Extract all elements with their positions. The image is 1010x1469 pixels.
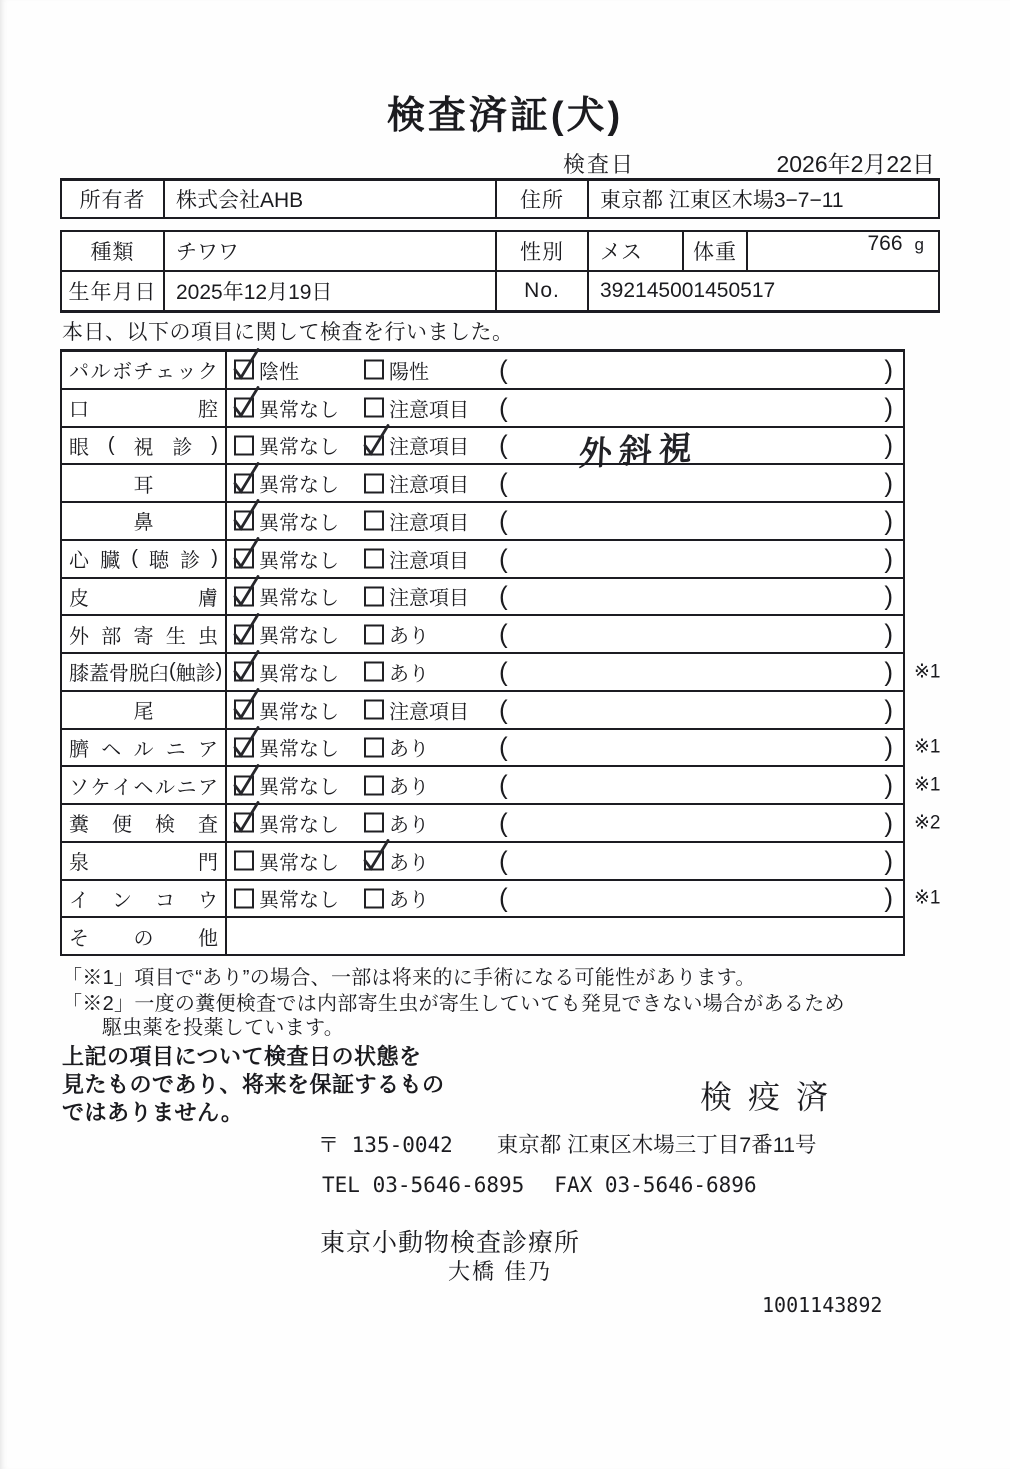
exam-row-options <box>227 465 903 501</box>
paren-close: ) <box>884 807 893 838</box>
exam-row <box>62 841 903 879</box>
checkbox-checked-icon <box>234 360 254 380</box>
exam-option <box>364 469 469 498</box>
birthdate-label: 生年月日 <box>68 281 157 304</box>
checkbox-checked-icon <box>234 737 254 757</box>
exam-item-label: イ ン コ ウ <box>62 881 227 917</box>
exam-row-options <box>227 805 941 841</box>
exam-option <box>364 771 429 800</box>
exam-table <box>60 349 941 956</box>
exam-option <box>234 582 339 611</box>
option-label: 異常なし <box>259 889 339 912</box>
exam-row <box>62 652 941 690</box>
owner-name: 株式会社AHB <box>163 181 495 217</box>
tel-number: TEL 03-5646-6895 <box>322 1173 525 1197</box>
exam-option <box>234 771 339 800</box>
checkbox-checked-icon <box>234 813 254 833</box>
exam-item-label: パ ル ボ チ ェ ッ ク <box>62 352 227 388</box>
owner-label: 所有者 <box>79 189 146 212</box>
paren-close: ) <box>884 354 893 385</box>
exam-option <box>234 544 339 573</box>
paren-open: ( <box>499 543 508 574</box>
sex-label: 性別 <box>495 232 587 270</box>
page-title: 検査済証(犬) <box>386 95 624 137</box>
disclaimer-line-2: 見たものであり、将来を保証するもの <box>62 1072 445 1097</box>
checkbox-checked-icon <box>234 549 254 569</box>
checkbox-checked-icon <box>364 851 384 871</box>
row-remark: ※2 <box>914 812 941 834</box>
option-label: 異常なし <box>259 399 339 422</box>
checkbox-unchecked-icon <box>364 737 384 757</box>
pet-table-row-2 <box>62 270 938 310</box>
exam-row-options <box>227 654 941 690</box>
exam-option <box>234 469 339 498</box>
checkbox-unchecked-icon <box>364 813 384 833</box>
paren-open: ( <box>499 580 508 611</box>
checkbox-checked-icon <box>234 473 254 493</box>
paren-close: ) <box>884 845 893 876</box>
option-label: 注意項目 <box>389 399 469 422</box>
paren-open: ( <box>499 618 508 649</box>
paren-close: ) <box>884 392 893 423</box>
exam-option <box>234 695 339 724</box>
option-label: あり <box>389 663 429 686</box>
option-label: 異常なし <box>259 587 339 610</box>
pet-table <box>60 230 940 313</box>
exam-option <box>364 657 429 686</box>
disclaimer-line-3: ではありません。 <box>62 1100 244 1125</box>
exam-row-options <box>227 692 903 728</box>
option-label: 注意項目 <box>389 550 469 573</box>
exam-row <box>62 463 903 501</box>
paren-open: ( <box>499 505 508 536</box>
pet-table-row-1 <box>62 232 938 270</box>
exam-option <box>364 884 429 913</box>
serial-number: 1001143892 <box>762 1293 883 1317</box>
exam-row <box>62 803 941 841</box>
weight-label: 体重 <box>682 232 746 270</box>
paren-close: ) <box>884 429 893 460</box>
exam-row <box>62 577 903 615</box>
exam-row <box>62 614 903 652</box>
exam-row-options <box>227 390 903 426</box>
exam-item-label: 臍 ヘ ル ニ ア <box>62 730 227 766</box>
exam-item-label: 泉 門 <box>62 843 227 879</box>
exam-option <box>364 582 469 611</box>
owner-table <box>60 178 940 219</box>
exam-row-options <box>227 881 941 917</box>
exam-row <box>62 916 903 954</box>
exam-row <box>62 765 941 803</box>
option-label: 異常なし <box>259 474 339 497</box>
option-label: 異常なし <box>259 776 339 799</box>
checkbox-unchecked-icon <box>364 662 384 682</box>
breed-label: 種類 <box>90 241 135 264</box>
exam-statement: 本日、以下の項目に関して検査を行いました。 <box>62 321 514 344</box>
weight-unit: g <box>914 235 924 254</box>
paren-open: ( <box>499 769 508 800</box>
exam-row-options <box>227 579 903 615</box>
paren-close: ) <box>884 580 893 611</box>
exam-item-label: ソ ケ イ ヘ ル ニ ア <box>62 767 227 803</box>
checkbox-unchecked-icon <box>364 549 384 569</box>
exam-option <box>234 431 339 460</box>
paren-open: ( <box>499 694 508 725</box>
checkbox-unchecked-icon <box>234 888 254 908</box>
exam-row-options <box>227 428 903 472</box>
option-label: 異常なし <box>259 550 339 573</box>
exam-option <box>364 620 429 649</box>
exam-option <box>234 808 339 837</box>
checkbox-unchecked-icon <box>364 624 384 644</box>
option-label: あり <box>389 625 429 648</box>
no-label: No. <box>495 272 587 310</box>
no-value: 392145001450517 <box>587 272 938 310</box>
paren-close: ) <box>884 656 893 687</box>
checkbox-unchecked-icon <box>364 473 384 493</box>
footnote-1: 「※1」項目で“あり”の場合、一部は将来的に手術になる可能性があります。 <box>62 967 756 989</box>
checkbox-checked-icon <box>364 435 384 455</box>
checkbox-checked-icon <box>234 624 254 644</box>
exam-item-label: 糞 便 検 査 <box>62 805 227 841</box>
disclaimer-line-1: 上記の項目について検査日の状態を <box>62 1044 422 1069</box>
birthdate-value: 2025年12月19日 <box>163 272 495 310</box>
disclaimer <box>62 1043 445 1127</box>
exam-item-label: 尾 <box>62 692 227 728</box>
option-label: 異常なし <box>259 663 339 686</box>
checkbox-unchecked-icon <box>364 700 384 720</box>
checkbox-unchecked-icon <box>364 511 384 531</box>
paren-open: ( <box>499 807 508 838</box>
paren-open: ( <box>499 392 508 423</box>
inspection-date-label: 検査日 <box>563 152 636 177</box>
exam-option <box>234 733 339 762</box>
exam-row <box>62 388 903 426</box>
paren-open: ( <box>499 429 508 460</box>
option-label: あり <box>389 852 429 875</box>
option-label: 異常なし <box>259 852 339 875</box>
row-remark: ※1 <box>914 887 941 909</box>
inspection-date-value: 2026年2月22日 <box>776 151 935 177</box>
checkbox-unchecked-icon <box>364 888 384 908</box>
checkbox-unchecked-icon <box>364 398 384 418</box>
option-label: あり <box>389 889 429 912</box>
clinic-tel-line <box>322 1173 757 1197</box>
option-label: あり <box>389 814 429 837</box>
option-label: 陰性 <box>259 361 299 384</box>
option-label: 異常なし <box>259 814 339 837</box>
exam-row-options <box>227 843 903 879</box>
exam-row <box>62 352 903 388</box>
exam-item-label: そ の 他 <box>62 918 227 954</box>
exam-item-label: 膝 蓋 骨 脱 臼 ( 触 診 ) <box>62 654 227 690</box>
paren-open: ( <box>499 882 508 913</box>
postal-code: 〒 135-0042 <box>318 1133 453 1157</box>
checkbox-unchecked-icon <box>364 586 384 606</box>
exam-option <box>364 355 429 384</box>
checkbox-unchecked-icon <box>234 435 254 455</box>
owner-address-label: 住所 <box>495 181 587 217</box>
exam-option <box>364 544 469 573</box>
option-label: あり <box>389 738 429 761</box>
exam-row-options <box>227 730 941 766</box>
examiner-name: 大橋 佳乃 <box>448 1259 553 1284</box>
checkbox-unchecked-icon <box>234 851 254 871</box>
exam-row-options <box>227 503 903 539</box>
exam-item-label: 皮 膚 <box>62 579 227 615</box>
exam-row-options <box>227 616 903 652</box>
exam-option <box>234 884 339 913</box>
breed-value: チワワ <box>163 232 495 270</box>
exam-row-options <box>227 918 903 954</box>
checkbox-unchecked-icon <box>364 360 384 380</box>
exam-item-label: 眼 ( 視 診 ) <box>62 428 227 464</box>
option-label: 異常なし <box>259 436 339 459</box>
exam-option <box>234 355 299 384</box>
checkbox-checked-icon <box>234 398 254 418</box>
footnote-2-continued: 駆虫薬を投薬しています。 <box>102 1017 344 1039</box>
exam-option <box>234 506 339 535</box>
exam-option <box>364 808 429 837</box>
paren-close: ) <box>884 882 893 913</box>
option-label: 注意項目 <box>389 474 469 497</box>
paren-open: ( <box>499 731 508 762</box>
exam-option <box>364 431 469 460</box>
paren-open: ( <box>499 467 508 498</box>
exam-row <box>62 539 903 577</box>
paren-close: ) <box>884 769 893 800</box>
checkbox-checked-icon <box>234 511 254 531</box>
paren-close: ) <box>884 543 893 574</box>
exam-item-label: 口 腔 <box>62 390 227 426</box>
exam-item-label: 鼻 <box>62 503 227 539</box>
option-label: 異常なし <box>259 512 339 535</box>
exam-item-label: 耳 <box>62 465 227 501</box>
row-remark: ※1 <box>914 736 941 758</box>
paren-open: ( <box>499 656 508 687</box>
exam-row-options <box>227 541 903 577</box>
exam-option <box>234 620 339 649</box>
weight-value: 766 <box>867 232 903 255</box>
exam-option <box>234 846 339 875</box>
exam-item-label: 外 部 寄 生 虫 <box>62 616 227 652</box>
exam-row <box>62 879 941 917</box>
handwritten-note: 外斜視 <box>578 428 700 472</box>
row-remark: ※1 <box>914 661 941 683</box>
exam-option <box>234 393 339 422</box>
exam-option <box>364 695 469 724</box>
exam-option <box>234 657 339 686</box>
checkbox-checked-icon <box>234 775 254 795</box>
clinic-address: 東京都 江東区木場三丁目7番11号 <box>496 1133 817 1157</box>
option-label: 注意項目 <box>389 512 469 535</box>
exam-row <box>62 501 903 539</box>
row-remark: ※1 <box>914 774 941 796</box>
quarantine-stamp: 検疫済 <box>700 1079 845 1115</box>
exam-item-label: 心 臓 ( 聴 診 ) <box>62 541 227 577</box>
exam-option <box>364 733 429 762</box>
paren-open: ( <box>499 354 508 385</box>
paren-close: ) <box>884 694 893 725</box>
option-label: 異常なし <box>259 738 339 761</box>
paren-open: ( <box>499 845 508 876</box>
weight-cell <box>746 232 938 270</box>
paren-close: ) <box>884 467 893 498</box>
paren-close: ) <box>884 618 893 649</box>
sex-value: メス <box>587 232 682 270</box>
paren-close: ) <box>884 505 893 536</box>
checkbox-checked-icon <box>234 586 254 606</box>
clinic-name: 東京小動物検査診療所 <box>320 1229 581 1257</box>
option-label: 注意項目 <box>389 587 469 610</box>
option-label: 異常なし <box>259 701 339 724</box>
exam-row <box>62 690 903 728</box>
checkbox-unchecked-icon <box>364 775 384 795</box>
exam-option <box>364 846 429 875</box>
option-label: 注意項目 <box>389 701 469 724</box>
exam-row-options <box>227 352 903 388</box>
owner-address-value: 東京都 江東区木場3−7−11 <box>587 181 938 217</box>
exam-row-options <box>227 767 941 803</box>
option-label: 陽性 <box>389 361 429 384</box>
option-label: 注意項目 <box>389 436 469 459</box>
fax-number: FAX 03-5646-6896 <box>554 1173 757 1197</box>
option-label: あり <box>389 776 429 799</box>
checkbox-checked-icon <box>234 700 254 720</box>
option-label: 異常なし <box>259 625 339 648</box>
clinic-postal-line <box>318 1128 817 1159</box>
exam-option <box>364 506 469 535</box>
exam-option <box>364 393 469 422</box>
paren-close: ) <box>884 731 893 762</box>
exam-row <box>62 426 903 472</box>
footnote-2: 「※2」一度の糞便検査では内部寄生虫が寄生していても発見できない場合があるため <box>62 993 845 1015</box>
exam-row <box>62 728 941 766</box>
checkbox-checked-icon <box>234 662 254 682</box>
